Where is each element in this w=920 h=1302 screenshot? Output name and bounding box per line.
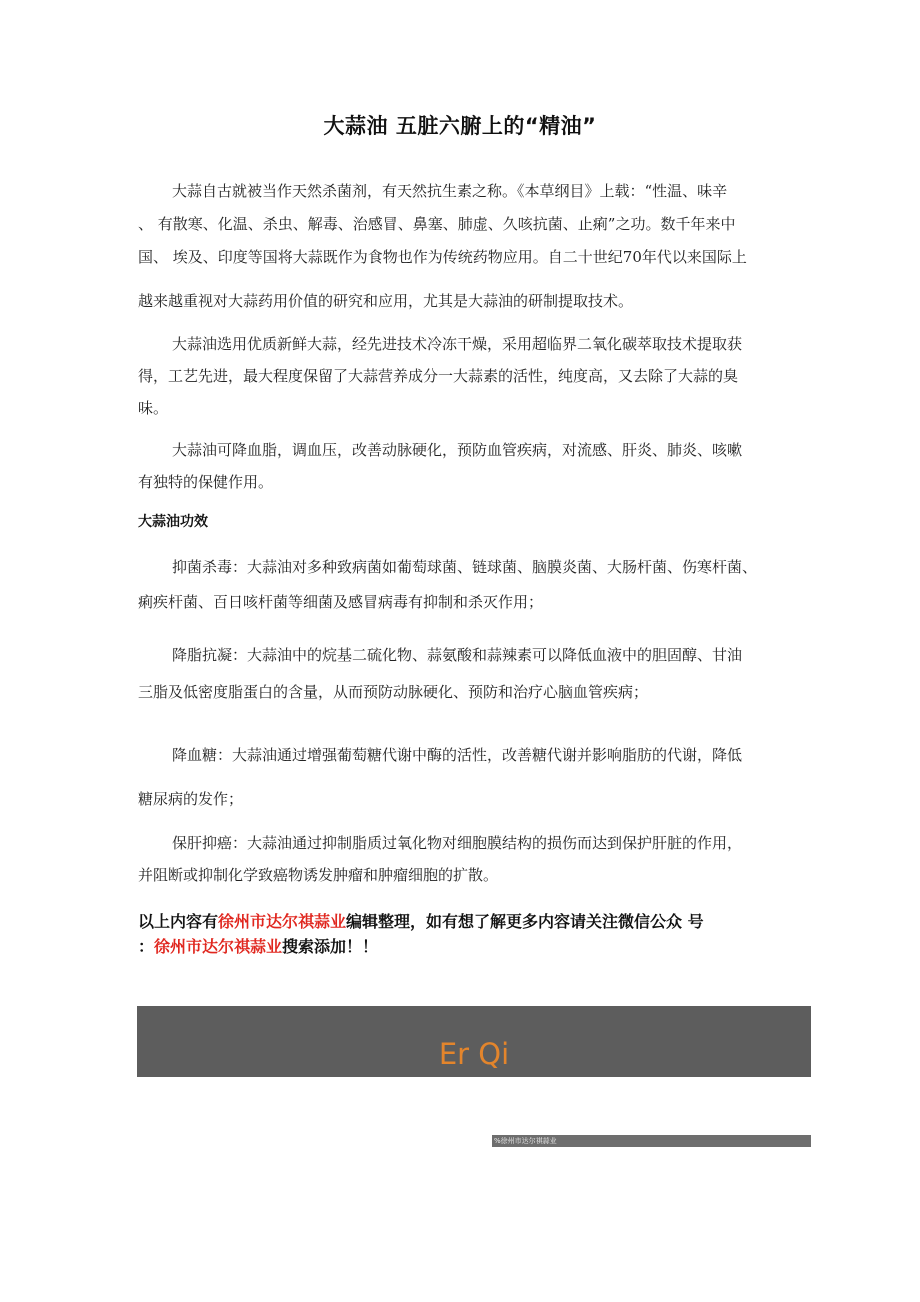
section-heading: 大蒜油功效 xyxy=(138,514,208,530)
paragraph-line: 降血糖：大蒜油通过增强葡萄糖代谢中酶的活性，改善糖代谢并影响脂肪的代谢，降低 xyxy=(172,746,743,764)
footer-bar xyxy=(492,1135,811,1147)
paragraph-line: 抑菌杀毒：大蒜油对多种致病菌如葡萄球菌、链球菌、脑膜炎菌、大肠杆菌、伤寒杆菌、 xyxy=(172,558,758,576)
promo-suffix: 搜索添加！！ xyxy=(282,937,379,956)
paragraph-line: 国、 埃及、印度等国将大蒜既作为食物也作为传统药物应用。自二十世纪70年代以来国际上 xyxy=(138,248,747,266)
paragraph-line: 、 有散寒、化温、杀虫、解毒、治感冒、鼻塞、肺虚、久咳抗菌、止痢”之功。数千年来中 xyxy=(138,215,736,233)
paragraph-line: 大蒜自古就被当作天然杀菌剂，有天然抗生素之称。《本草纲目》上载：“性温、味辛 xyxy=(172,182,728,200)
effect-antibacterial xyxy=(138,550,810,620)
promo-text xyxy=(138,909,828,959)
intro-paragraph-3 xyxy=(138,434,810,498)
paragraph-line: 三脂及低密度脂蛋白的含量，从而预防动脉硬化、预防和治疗心脑血管疾病； xyxy=(138,683,649,701)
paragraph-line: 有独特的保健作用。 xyxy=(138,473,274,491)
promo-line-1 xyxy=(138,909,828,934)
paragraph-line: 保肝抑癌：大蒜油通过抑制脂质过氧化物对细胞膜结构的损伤而达到保护肝脏的作用， xyxy=(172,834,743,852)
paragraph-line: 大蒜油选用优质新鲜大蒜，经先进技术冷冻干燥，采用超临界二氧化碳萃取技术提取获 xyxy=(172,335,743,353)
paragraph-line: 大蒜油可降血脂，调血压，改善动脉硬化，预防血管疾病，对流感、肝炎、肺炎、咳嗽 xyxy=(172,441,743,459)
paragraph-line: 得，工艺先进，最大程度保留了大蒜营养成分一大蒜素的活性，纯度高，又去除了大蒜的臭 xyxy=(138,367,739,385)
paragraph-line: 越来越重视对大蒜药用价值的研究和应用，尤其是大蒜油的研制提取技术。 xyxy=(138,292,634,310)
promo-suffix: 编辑整理，如有想了解更多内容请关注微信公众 号 xyxy=(346,912,704,931)
paragraph-line: 糖尿病的发作； xyxy=(138,790,244,808)
effect-liver-protection xyxy=(138,827,810,891)
company-name-link[interactable]: 徐州市达尔祺蒜业 xyxy=(154,937,283,956)
intro-paragraph-1 xyxy=(138,175,810,318)
intro-paragraph-2 xyxy=(138,328,810,424)
promo-prefix: 以上内容有 xyxy=(138,912,219,931)
effect-blood-sugar xyxy=(138,733,810,821)
document-title: 大蒜油 五脏六腑上的“精油” xyxy=(323,114,597,138)
company-name-link[interactable]: 徐州市达尔祺蒜业 xyxy=(218,912,347,931)
promo-line-2 xyxy=(138,934,828,959)
paragraph-line: 味。 xyxy=(138,399,169,417)
paragraph-line: 降脂抗凝：大蒜油中的烷基二硫化物、蒜氨酸和蒜辣素可以降低血液中的胆固醇、甘油 xyxy=(172,646,743,664)
footer-text: %徐州市达尔祺蒜业 xyxy=(494,1137,557,1145)
banner-text: Er Qi xyxy=(438,1037,510,1071)
paragraph-line: 并阻断或抑制化学致癌物诱发肿瘤和肿瘤细胞的扩散。 xyxy=(138,866,499,884)
banner xyxy=(137,1006,811,1077)
paragraph-line: 痢疾杆菌、百日咳杆菌等细菌及感冒病毒有抑制和杀灭作用； xyxy=(138,593,544,611)
effect-lipid-lowering xyxy=(138,637,810,711)
promo-prefix: ： xyxy=(138,937,155,956)
